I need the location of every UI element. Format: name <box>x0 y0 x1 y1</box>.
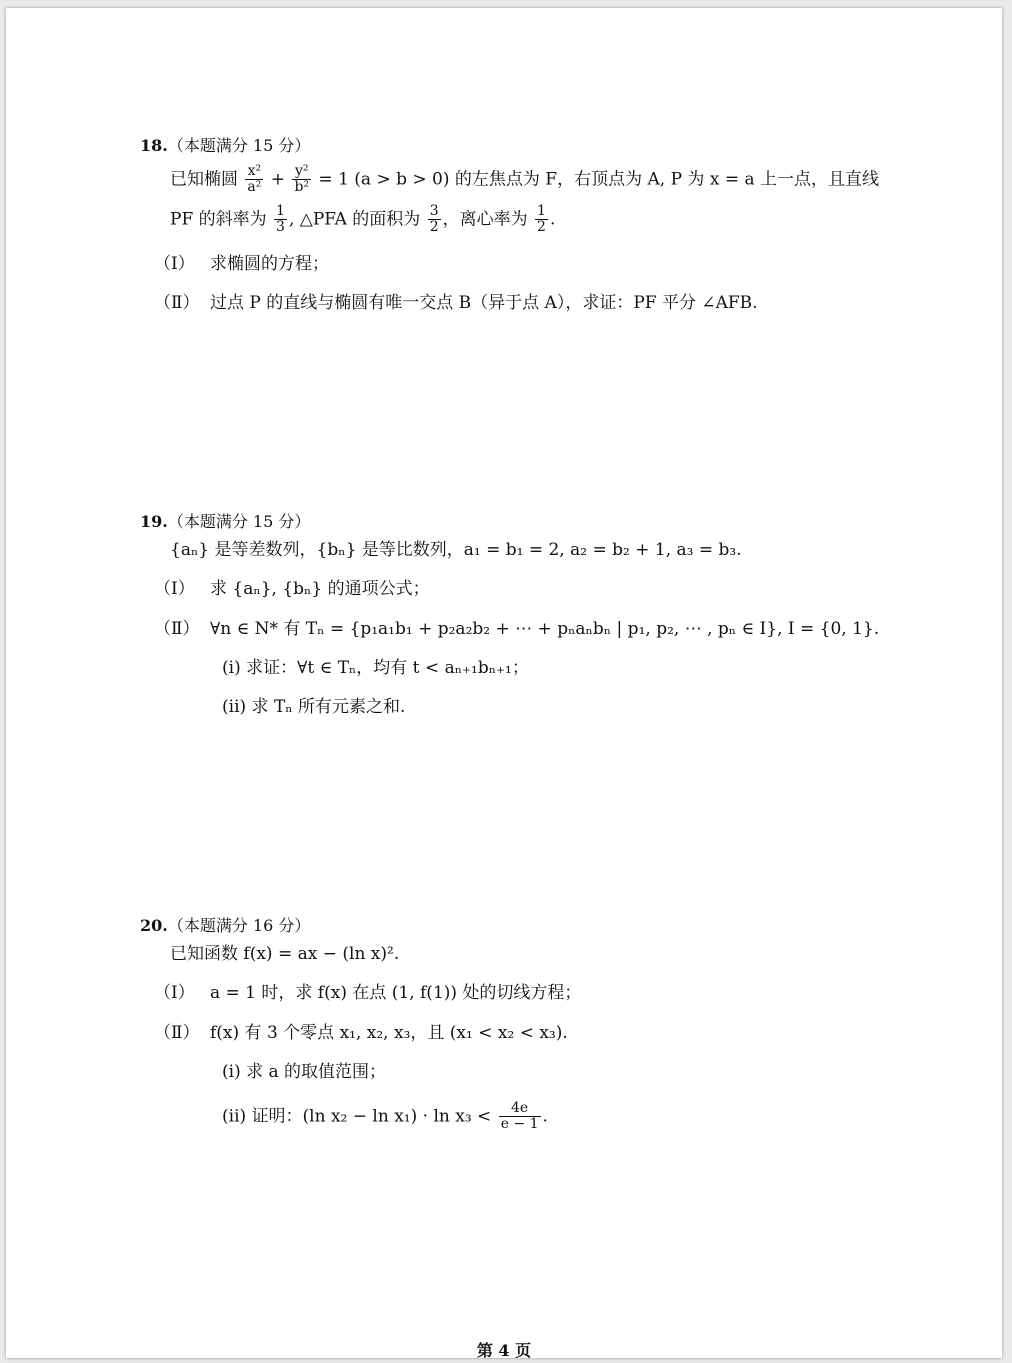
numerator: y² <box>292 164 311 180</box>
sub-question-1: (i) 求证：∀t ∈ Tₙ，均有 t < aₙ₊₁bₙ₊₁； <box>222 657 529 678</box>
score-info: （本题满分 16 分） <box>167 916 311 935</box>
fraction <box>245 164 263 196</box>
problem-number: 19. <box>140 512 168 531</box>
numerator: 4e <box>499 1101 541 1117</box>
stem-text: 已知椭圆 <box>170 169 244 190</box>
stem-text: ，离心率为 <box>442 209 534 230</box>
sub-question-2: (ii) 求 Tₙ 所有元素之和. <box>222 697 406 717</box>
problem-header <box>140 916 880 936</box>
stem-text: PF 的斜率为 <box>170 209 273 230</box>
part-text: ∀n ∈ N* 有 Tₙ = {p₁a₁b₁ + p₂a₂b₂ + ⋯ + pₙaₙbₙ | p₁, p₂, ⋯ , pₙ ∈ I}, I = {0, 1}. <box>210 618 880 639</box>
fraction <box>428 204 441 236</box>
denominator: 3 <box>276 219 285 236</box>
problem-number: 18. <box>140 136 168 155</box>
stem-text: . <box>549 209 556 230</box>
numerator: x² <box>245 164 263 180</box>
part-2 <box>140 293 880 314</box>
problem-19 <box>140 512 880 718</box>
denominator: a² <box>247 179 262 196</box>
stem-line-1: 已知函数 f(x) = ax − (ln x)². <box>170 944 400 964</box>
problem-stem <box>140 944 880 965</box>
problem-number: 20. <box>140 916 168 935</box>
part-label: （Ⅰ） <box>154 983 195 1004</box>
problem-20 <box>140 916 880 1133</box>
part-1 <box>140 983 880 1004</box>
part-text: 求椭圆的方程； <box>210 253 329 274</box>
fraction <box>499 1101 541 1133</box>
numerator: 1 <box>537 202 546 219</box>
part-2 <box>140 619 880 640</box>
part-label: （Ⅱ） <box>154 292 200 313</box>
stem-text: + <box>265 169 291 190</box>
part-text: 求 {aₙ}, {bₙ} 的通项公式； <box>210 579 430 600</box>
exam-page <box>6 8 1002 1358</box>
stem-line-1 <box>170 164 880 196</box>
part-1 <box>140 254 880 275</box>
stem-line-2 <box>170 204 880 236</box>
part-text: a = 1 时，求 f(x) 在点 (1, f(1)) 处的切线方程； <box>210 983 582 1004</box>
part-2 <box>140 1023 880 1044</box>
stem-line-1: {aₙ} 是等差数列，{bₙ} 是等比数列，a₁ = b₁ = 2, a₂ = b₂ + 1, a₃ = b₃. <box>170 540 742 560</box>
part-label: （Ⅰ） <box>154 253 195 274</box>
sub-text: . <box>542 1106 548 1127</box>
problem-stem <box>140 540 880 561</box>
score-info: （本题满分 15 分） <box>167 136 311 155</box>
part-label: （Ⅱ） <box>154 1022 200 1043</box>
stem-text: , △PFA 的面积为 <box>288 209 426 230</box>
problem-stem <box>140 164 880 236</box>
denominator: 2 <box>537 219 546 236</box>
problem-header <box>140 136 880 156</box>
part-text: 过点 P 的直线与椭圆有唯一交点 B（异于点 A），求证：PF 平分 ∠AFB. <box>210 292 758 313</box>
part-label: （Ⅰ） <box>154 579 195 600</box>
part-label: （Ⅱ） <box>154 618 200 639</box>
problem-header <box>140 512 880 532</box>
sub-question-1: (i) 求 a 的取值范围； <box>222 1061 387 1082</box>
fraction <box>535 204 548 236</box>
numerator: 3 <box>429 202 439 219</box>
part-1 <box>140 579 880 600</box>
part-text: f(x) 有 3 个零点 x₁, x₂, x₃，且 (x₁ < x₂ < x₃). <box>210 1022 568 1043</box>
fraction <box>274 204 287 236</box>
fraction <box>292 164 311 196</box>
sub-text: (ii) 证明：(ln x₂ − ln x₁) · ln x₃ < <box>222 1106 497 1127</box>
stem-text: = 1 (a > b > 0) 的左焦点为 F，右顶点为 A, P 为 x = a 上一点，且直线 <box>313 169 880 190</box>
denominator: 2 <box>429 219 439 236</box>
denominator: b² <box>294 179 310 196</box>
score-info: （本题满分 15 分） <box>167 512 311 531</box>
sub-question-2 <box>140 1101 880 1133</box>
problem-18 <box>140 136 880 314</box>
page-number: 第 4 页 <box>476 1341 532 1360</box>
denominator: e − 1 <box>500 1116 539 1133</box>
numerator: 1 <box>276 202 285 219</box>
